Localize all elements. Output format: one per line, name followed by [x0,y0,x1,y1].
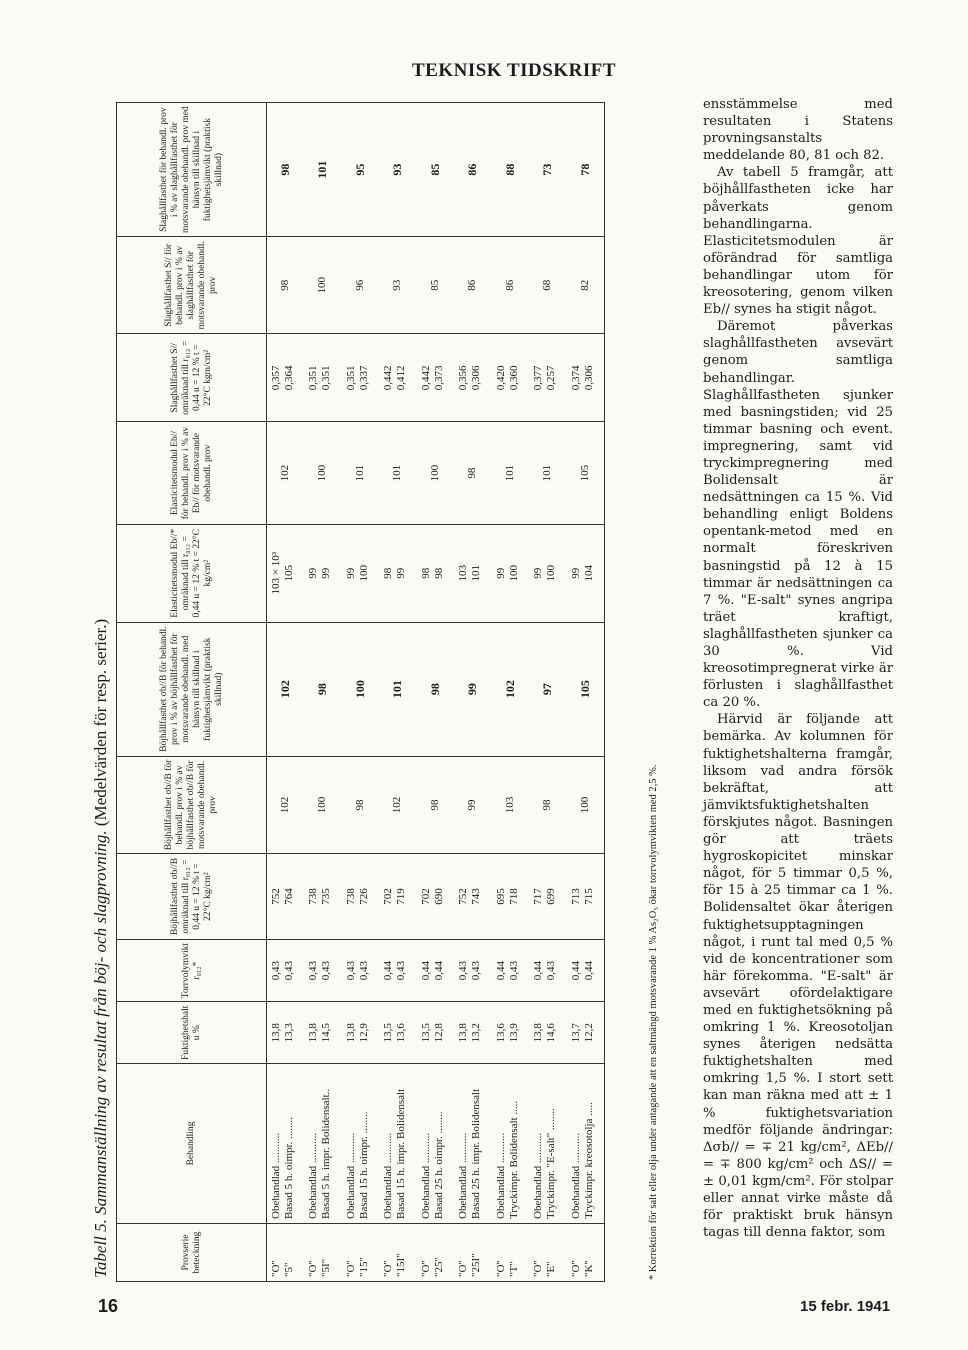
elastic-modulus-pct-cell: 100 [417,422,455,524]
bending-strength-cell-line: 752 [457,888,469,905]
bending-strength-cell-line: 718 [507,888,520,905]
elastic-modulus-pct-cell: 105 [567,422,605,524]
elastic-modulus-cell [567,524,605,622]
bending-strength-cell-line: 713 [569,888,582,905]
impact-pct-cell: 96 [342,237,380,334]
impact-pct-cell: 86 [492,237,530,334]
series-cell-line: "O" [457,1260,469,1277]
series-cell-line: "25I" [470,1253,482,1277]
impact-strength-cell-line: 0,420 [494,365,507,391]
column-header: Böjhållfasthet σb//B för behandl. prov i % av böjhållfasthet för motsvarande obehandl. med hänsyn till skillnad i fuktighetsjämvikt (praktisk skillnad) [117,622,267,756]
density-cell [529,939,567,1002]
table-caption-title: Tabell 5. Sammanställning av resultat från böj- och slagprovning. [91,830,110,1278]
table-row [567,103,605,1282]
impact-strength-cell [529,334,567,422]
bending-strength-cell [492,854,530,939]
series-cell-line: "O" [270,1260,282,1277]
column-header: Torrvolymvikt r₀₁₂* [117,939,267,1002]
density-cell-line: 0,43 [344,960,357,981]
series-cell [492,1224,530,1282]
impact-strength-cell-line: 0,257 [545,365,557,391]
series-cell-line: "K" [582,1260,595,1277]
moisture-cell-line: 13,8 [270,1023,282,1043]
treatment-cell-line: Tryckimpr. "E-salt" ........ [545,1108,557,1219]
impact-strength-cell-line: 0,351 [320,365,332,391]
series-cell-line: "25" [432,1257,445,1277]
paragraph-2: Av tabell 5 framgår, att böjhållfastheten icke har påverkats genom behandlingarna. Elasticitetsmodulen är oförändrad för samtliga behandlingar utom för kreosotering, genom vilken Eb// synes ha stigit något. [703,165,893,318]
elastic-modulus-cell-line: 99 [395,567,407,579]
bending-strength-cell [417,854,455,939]
column-header: Böjhållfasthet σb//B för behandl. prov i % av böjhållfasthet σb//B för motsvarande obehandl. prov [117,756,267,854]
column-header: Elasticitetsmodul Eb//* omräknad till r₀₁₂ = 0,44 u = 12 % t = 22°C kg/cm² [117,524,267,622]
moisture-cell [379,1002,417,1064]
moisture-cell-line: 13,6 [494,1023,507,1043]
density-cell [342,939,380,1002]
density-cell-line: 0,43 [357,960,370,981]
elastic-modulus-cell [454,524,492,622]
impact-pct-adjusted-cell: 95 [342,103,380,237]
elastic-modulus-cell-line: 99 [344,567,357,579]
treatment-cell [342,1064,380,1224]
moisture-cell [567,1002,605,1064]
bending-strength-cell-line: 717 [532,888,544,905]
elastic-modulus-cell [417,524,455,622]
elastic-modulus-pct-cell: 101 [492,422,530,524]
bending-strength-cell [529,854,567,939]
impact-strength-cell-line: 0,373 [432,365,445,391]
treatment-cell-line: Basad 15 h. impr. Bolidensalt [395,1088,407,1219]
series-cell-line: "O" [344,1260,357,1277]
density-cell-line: 0,43 [320,960,332,981]
impact-strength-cell-line: 0,306 [582,365,595,391]
moisture-cell-line: 12,8 [432,1023,445,1043]
density-cell [304,939,342,1002]
moisture-cell [417,1002,455,1064]
elastic-modulus-cell [267,524,305,622]
elastic-modulus-cell [492,524,530,622]
series-cell [304,1224,342,1282]
density-cell-line: 0,44 [532,960,544,981]
treatment-cell [492,1064,530,1224]
series-cell-line: "O" [382,1260,394,1277]
moisture-cell [342,1002,380,1064]
bending-pct-cell: 102 [267,756,305,854]
treatment-cell [379,1064,417,1224]
rotated-table-area [88,94,688,1282]
series-cell [267,1224,305,1282]
bending-strength-cell-line: 764 [283,888,295,905]
bending-strength-cell-line: 715 [582,888,595,905]
column-header: Fuktighetshalt u % [117,1002,267,1064]
elastic-modulus-cell [304,524,342,622]
treatment-cell-line: Obehandlad ........... [494,1132,507,1219]
treatment-cell-line: Obehandlad ........... [344,1132,357,1219]
table-footnote: * Korrektion för salt eller olja under antagande att en saltmängd motsvarande 1 % As₂O₅ ökar torrvolymvikten med 2,5 %. [648,764,659,1280]
treatment-cell-line: Obehandlad ........... [569,1132,582,1219]
treatment-cell-line: Basad 5 h. impr. Bolidensalt.. [320,1088,332,1219]
column-header: Elasticitetsmodul Eb// för behandl. prov i % av Eb// för motsvarande obehandl. prov [117,422,267,524]
moisture-cell [454,1002,492,1064]
bending-strength-cell-line: 726 [357,888,370,905]
series-cell-line: "5I" [320,1258,332,1277]
treatment-cell-line: Obehandlad ........... [532,1132,544,1219]
moisture-cell-line: 14,6 [545,1023,557,1043]
elastic-modulus-cell-line: 100 [545,564,557,582]
table-row [454,103,492,1282]
density-cell-line: 0,44 [494,960,507,981]
impact-pct-cell: 100 [304,237,342,334]
density-cell-line: 0,44 [569,960,582,981]
journal-title: TEKNISK TIDSKRIFT [411,60,617,81]
treatment-cell [267,1064,305,1224]
series-cell [417,1224,455,1282]
body-text-column [703,96,893,1241]
density-cell [267,939,305,1002]
rotated-table-frame [88,94,688,1282]
density-cell [567,939,605,1002]
issue-date: 15 febr. 1941 [800,1298,891,1315]
impact-strength-cell [342,334,380,422]
impact-strength-cell-line: 0,360 [507,365,520,391]
elastic-modulus-cell-line: 99 [532,567,544,579]
density-cell-line: 0,43 [395,960,407,981]
treatment-cell-line: Basad 15 h. oimpr. ........ [357,1111,370,1219]
bending-strength-cell-line: 702 [419,888,432,905]
paragraph-4: Härvid är följande att bemärka. Av kolumnen för fuktighetshalterna framgår, liksom vad andra försök bekräftat, att jämviktsfuktighetshalten förskjutes något. Basningen gör att träets hygroskopicitet minskar något, för 5 timmar 0,5 %, för 15 à 25 timmar ca 1 %. Bolidensaltet ökar återigen fuktighetsupptagningen något, i runt tal med 0,5 % vid de koncentrationer som här förekomma. "E-salt" är avsevärt ofördelaktigare med en fuktighetsökning på omkring 1 %. Kreosotoljan synes återigen nedsätta fuktighetshalten med omkring 1,5 %. I stort sett kan man räkna med att ± 1 % fuktighetsvariation medför följande ändringar: Δσb// = ∓ 21 kg/cm², ΔEb// = ∓ 800 kg/cm² och ΔS// = ± 0,01 kgm/cm². För stolpar eller annat virke måste då för praktiskt bruk hänsyn tagas till denna faktor, som [703,712,893,1241]
table-header-row [117,103,267,1282]
treatment-cell-line: Basad 25 h. oimpr. ........ [432,1111,445,1219]
moisture-cell-line: 14,5 [320,1023,332,1043]
impact-strength-cell [567,334,605,422]
impact-strength-cell-line: 0,306 [470,365,482,391]
table-row [492,103,530,1282]
bending-pct-adjusted-cell: 97 [529,622,567,756]
impact-strength-cell-line: 0,337 [357,365,370,391]
moisture-cell [492,1002,530,1064]
bending-strength-cell [304,854,342,939]
impact-strength-cell [304,334,342,422]
table-row [417,103,455,1282]
impact-strength-cell-line: 0,357 [270,365,282,391]
treatment-cell [454,1064,492,1224]
impact-strength-cell [417,334,455,422]
series-cell [454,1224,492,1282]
bending-pct-adjusted-cell: 105 [567,622,605,756]
bending-strength-cell-line: 738 [344,888,357,905]
column-header: Böjhållfasthet σb//B omräknad till r₀₁₂ = 0,44 u = 12 % t = 22°C kg/cm² [117,854,267,939]
elastic-modulus-cell-line: 104 [582,564,595,582]
density-cell-line: 0,44 [382,960,394,981]
table-row [529,103,567,1282]
elastic-modulus-cell-line: 99 [307,567,319,579]
table-row [267,103,305,1282]
density-cell-line: 0,44 [432,960,445,981]
moisture-cell-line: 13,8 [532,1023,544,1043]
elastic-modulus-cell-line: 99 [320,567,332,579]
bending-strength-cell-line: 699 [545,888,557,905]
series-cell-line: "O" [419,1260,432,1277]
impact-pct-adjusted-cell: 98 [267,103,305,237]
bending-strength-cell-line: 752 [270,888,282,905]
elastic-modulus-cell [342,524,380,622]
bending-pct-adjusted-cell: 102 [492,622,530,756]
elastic-modulus-cell-line: 100 [507,564,520,582]
treatment-cell-line: Tryckimpr. Bolidensalt ..... [507,1100,520,1219]
density-cell-line: 0,43 [545,960,557,981]
elastic-modulus-cell-line: 105 [283,564,295,582]
elastic-modulus-cell-line: 103 × 10³ [270,551,282,595]
table-caption-note: (Medelvärden för resp. serier.) [91,618,110,827]
moisture-cell-line: 13,8 [457,1023,469,1043]
elastic-modulus-cell-line: 98 [432,567,445,579]
table-row [379,103,417,1282]
impact-strength-cell [379,334,417,422]
impact-strength-cell [454,334,492,422]
treatment-cell-line: Basad 5 h. oimpr. ........ [283,1116,295,1219]
bending-pct-adjusted-cell: 98 [417,622,455,756]
treatment-cell-line: Obehandlad ........... [307,1132,319,1219]
moisture-cell-line: 13,3 [283,1023,295,1043]
series-cell [567,1224,605,1282]
series-cell [342,1224,380,1282]
bending-strength-cell-line: 690 [432,888,445,905]
impact-strength-cell-line: 0,442 [382,365,394,391]
table-row [304,103,342,1282]
density-cell-line: 0,43 [470,960,482,981]
treatment-cell-line: Obehandlad ........... [457,1132,469,1219]
elastic-modulus-cell-line: 100 [357,564,370,582]
impact-pct-adjusted-cell: 73 [529,103,567,237]
series-cell [379,1224,417,1282]
bending-pct-cell: 98 [417,756,455,854]
density-cell-line: 0,43 [507,960,520,981]
series-cell-line: "15" [357,1257,370,1277]
bending-pct-adjusted-cell: 98 [304,622,342,756]
bending-strength-cell [567,854,605,939]
bending-pct-cell: 102 [379,756,417,854]
density-cell-line: 0,43 [307,960,319,981]
elastic-modulus-cell-line: 103 [457,564,469,582]
treatment-cell [529,1064,567,1224]
elastic-modulus-cell-line: 99 [494,567,507,579]
bending-strength-cell-line: 735 [320,888,332,905]
impact-strength-cell-line: 0,364 [283,365,295,391]
elastic-modulus-cell-line: 101 [470,564,482,582]
series-cell-line: "O" [532,1260,544,1277]
elastic-modulus-pct-cell: 100 [304,422,342,524]
impact-pct-cell: 85 [417,237,455,334]
moisture-cell-line: 12,9 [357,1023,370,1043]
series-cell-line: "E" [545,1261,557,1277]
moisture-cell [304,1002,342,1064]
density-cell-line: 0,43 [270,960,282,981]
column-header: Slaghållfasthet S// omräknad till r₀₁₂ = 0,44 u = 12 % t = 22°C kgm/cm² [117,334,267,422]
bending-strength-cell-line: 743 [470,888,482,905]
bending-strength-cell-line: 738 [307,888,319,905]
density-cell-line: 0,43 [457,960,469,981]
impact-strength-cell-line: 0,442 [419,365,432,391]
moisture-cell-line: 13,9 [507,1023,520,1043]
bending-strength-cell [379,854,417,939]
treatment-cell-line: Obehandlad ........... [419,1132,432,1219]
treatment-cell-line: Obehandlad ........... [270,1132,282,1219]
impact-pct-adjusted-cell: 101 [304,103,342,237]
series-cell-line: "O" [494,1260,507,1277]
moisture-cell-line: 13,5 [382,1023,394,1043]
column-header: Behandling [117,1064,267,1224]
impact-pct-adjusted-cell: 88 [492,103,530,237]
density-cell-line: 0,44 [582,960,595,981]
table-row [342,103,380,1282]
bending-pct-adjusted-cell: 102 [267,622,305,756]
impact-strength-cell-line: 0,351 [307,365,319,391]
elastic-modulus-cell [529,524,567,622]
impact-pct-cell: 82 [567,237,605,334]
series-cell [529,1224,567,1282]
bending-strength-cell [454,854,492,939]
bending-pct-cell: 103 [492,756,530,854]
elastic-modulus-cell-line: 98 [419,567,432,579]
density-cell-line: 0,43 [283,960,295,981]
moisture-cell-line: 13,2 [470,1023,482,1043]
paragraph-1: ensstämmelse med resultaten i Statens provningsanstalts meddelande 80, 81 och 82. [703,97,893,164]
bending-pct-cell: 98 [342,756,380,854]
impact-pct-adjusted-cell: 78 [567,103,605,237]
impact-pct-cell: 98 [267,237,305,334]
density-cell-line: 0,44 [419,960,432,981]
elastic-modulus-cell-line: 99 [569,567,582,579]
series-cell-line: "O" [307,1260,319,1277]
moisture-cell-line: 12,2 [582,1023,595,1043]
results-table [116,102,605,1282]
density-cell [379,939,417,1002]
elastic-modulus-pct-cell: 102 [267,422,305,524]
impact-strength-cell [267,334,305,422]
moisture-cell [267,1002,305,1064]
moisture-cell-line: 13,8 [307,1023,319,1043]
bending-pct-adjusted-cell: 99 [454,622,492,756]
impact-pct-adjusted-cell: 86 [454,103,492,237]
bending-pct-adjusted-cell: 100 [342,622,380,756]
treatment-cell [567,1064,605,1224]
impact-pct-cell: 93 [379,237,417,334]
bending-strength-cell-line: 719 [395,888,407,905]
treatment-cell [417,1064,455,1224]
impact-pct-adjusted-cell: 93 [379,103,417,237]
impact-strength-cell [492,334,530,422]
treatment-cell-line: Basad 25 h. impr. Bolidensalt [470,1088,482,1219]
elastic-modulus-cell [379,524,417,622]
treatment-cell-line: Tryckimpr. kreosotolja ..... [582,1102,595,1219]
column-header: Slaghållfasthet S// för behandl. prov i % av slaghållfasthet för motsvarande obehandl. prov [117,237,267,334]
moisture-cell-line: 13,6 [395,1023,407,1043]
bending-strength-cell-line: 702 [382,888,394,905]
moisture-cell-line: 13,7 [569,1023,582,1043]
bending-pct-cell: 99 [454,756,492,854]
elastic-modulus-pct-cell: 101 [379,422,417,524]
impact-strength-cell-line: 0,374 [569,365,582,391]
impact-strength-cell-line: 0,351 [344,365,357,391]
density-cell [454,939,492,1002]
elastic-modulus-pct-cell: 101 [342,422,380,524]
moisture-cell-line: 13,5 [419,1023,432,1043]
impact-strength-cell-line: 0,356 [457,365,469,391]
bending-pct-adjusted-cell: 101 [379,622,417,756]
page-number: 16 [98,1296,119,1316]
impact-pct-cell: 86 [454,237,492,334]
moisture-cell [529,1002,567,1064]
series-cell-line: "5" [283,1262,295,1277]
bending-strength-cell [267,854,305,939]
bending-strength-cell-line: 695 [494,888,507,905]
moisture-cell-line: 13,8 [344,1023,357,1043]
treatment-cell [304,1064,342,1224]
bending-pct-cell: 100 [567,756,605,854]
bending-pct-cell: 98 [529,756,567,854]
elastic-modulus-pct-cell: 101 [529,422,567,524]
elastic-modulus-cell-line: 98 [382,567,394,579]
series-cell-line: "O" [569,1260,582,1277]
density-cell [492,939,530,1002]
column-header: Slaghållfasthet för behandl. prov i % av slaghållfasthet för motsvarande obehandl. prov med hänsyn till skillnad i fuktighetsjämvikt (praktisk skillnad) [117,103,267,237]
impact-pct-cell: 68 [529,237,567,334]
bending-pct-cell: 100 [304,756,342,854]
bending-strength-cell [342,854,380,939]
treatment-cell-line: Obehandlad ........... [382,1132,394,1219]
impact-pct-adjusted-cell: 85 [417,103,455,237]
density-cell [417,939,455,1002]
table-caption [88,98,114,1278]
column-header: Provserie beteckning [117,1224,267,1282]
series-cell-line: "T" [507,1261,520,1277]
impact-strength-cell-line: 0,412 [395,365,407,391]
series-cell-line: "15I" [395,1253,407,1277]
paragraph-3: Däremot påverkas slaghållfastheten avsevärt genom samtliga behandlingar. Slaghållfastheten sjunker med basningstiden; vid 25 timmar basning och event. impregnering, samt vid tryckimpregnering med Bolidensalt är nedsättningen ca 15 %. Vid behandling enligt Boldens opentank-metod med en normalt föreskriven basningstid på 12 à 15 timmar är nedsättningen ca 7 %. "E-salt" synes angripa träet kraftigt, slaghållfastheten sjunker ca 30 %. Vid kreosotimpregnerat virke är förlusten i slaghållfasthet ca 20 %. [703,319,893,711]
impact-strength-cell-line: 0,377 [532,365,544,391]
elastic-modulus-pct-cell: 98 [454,422,492,524]
